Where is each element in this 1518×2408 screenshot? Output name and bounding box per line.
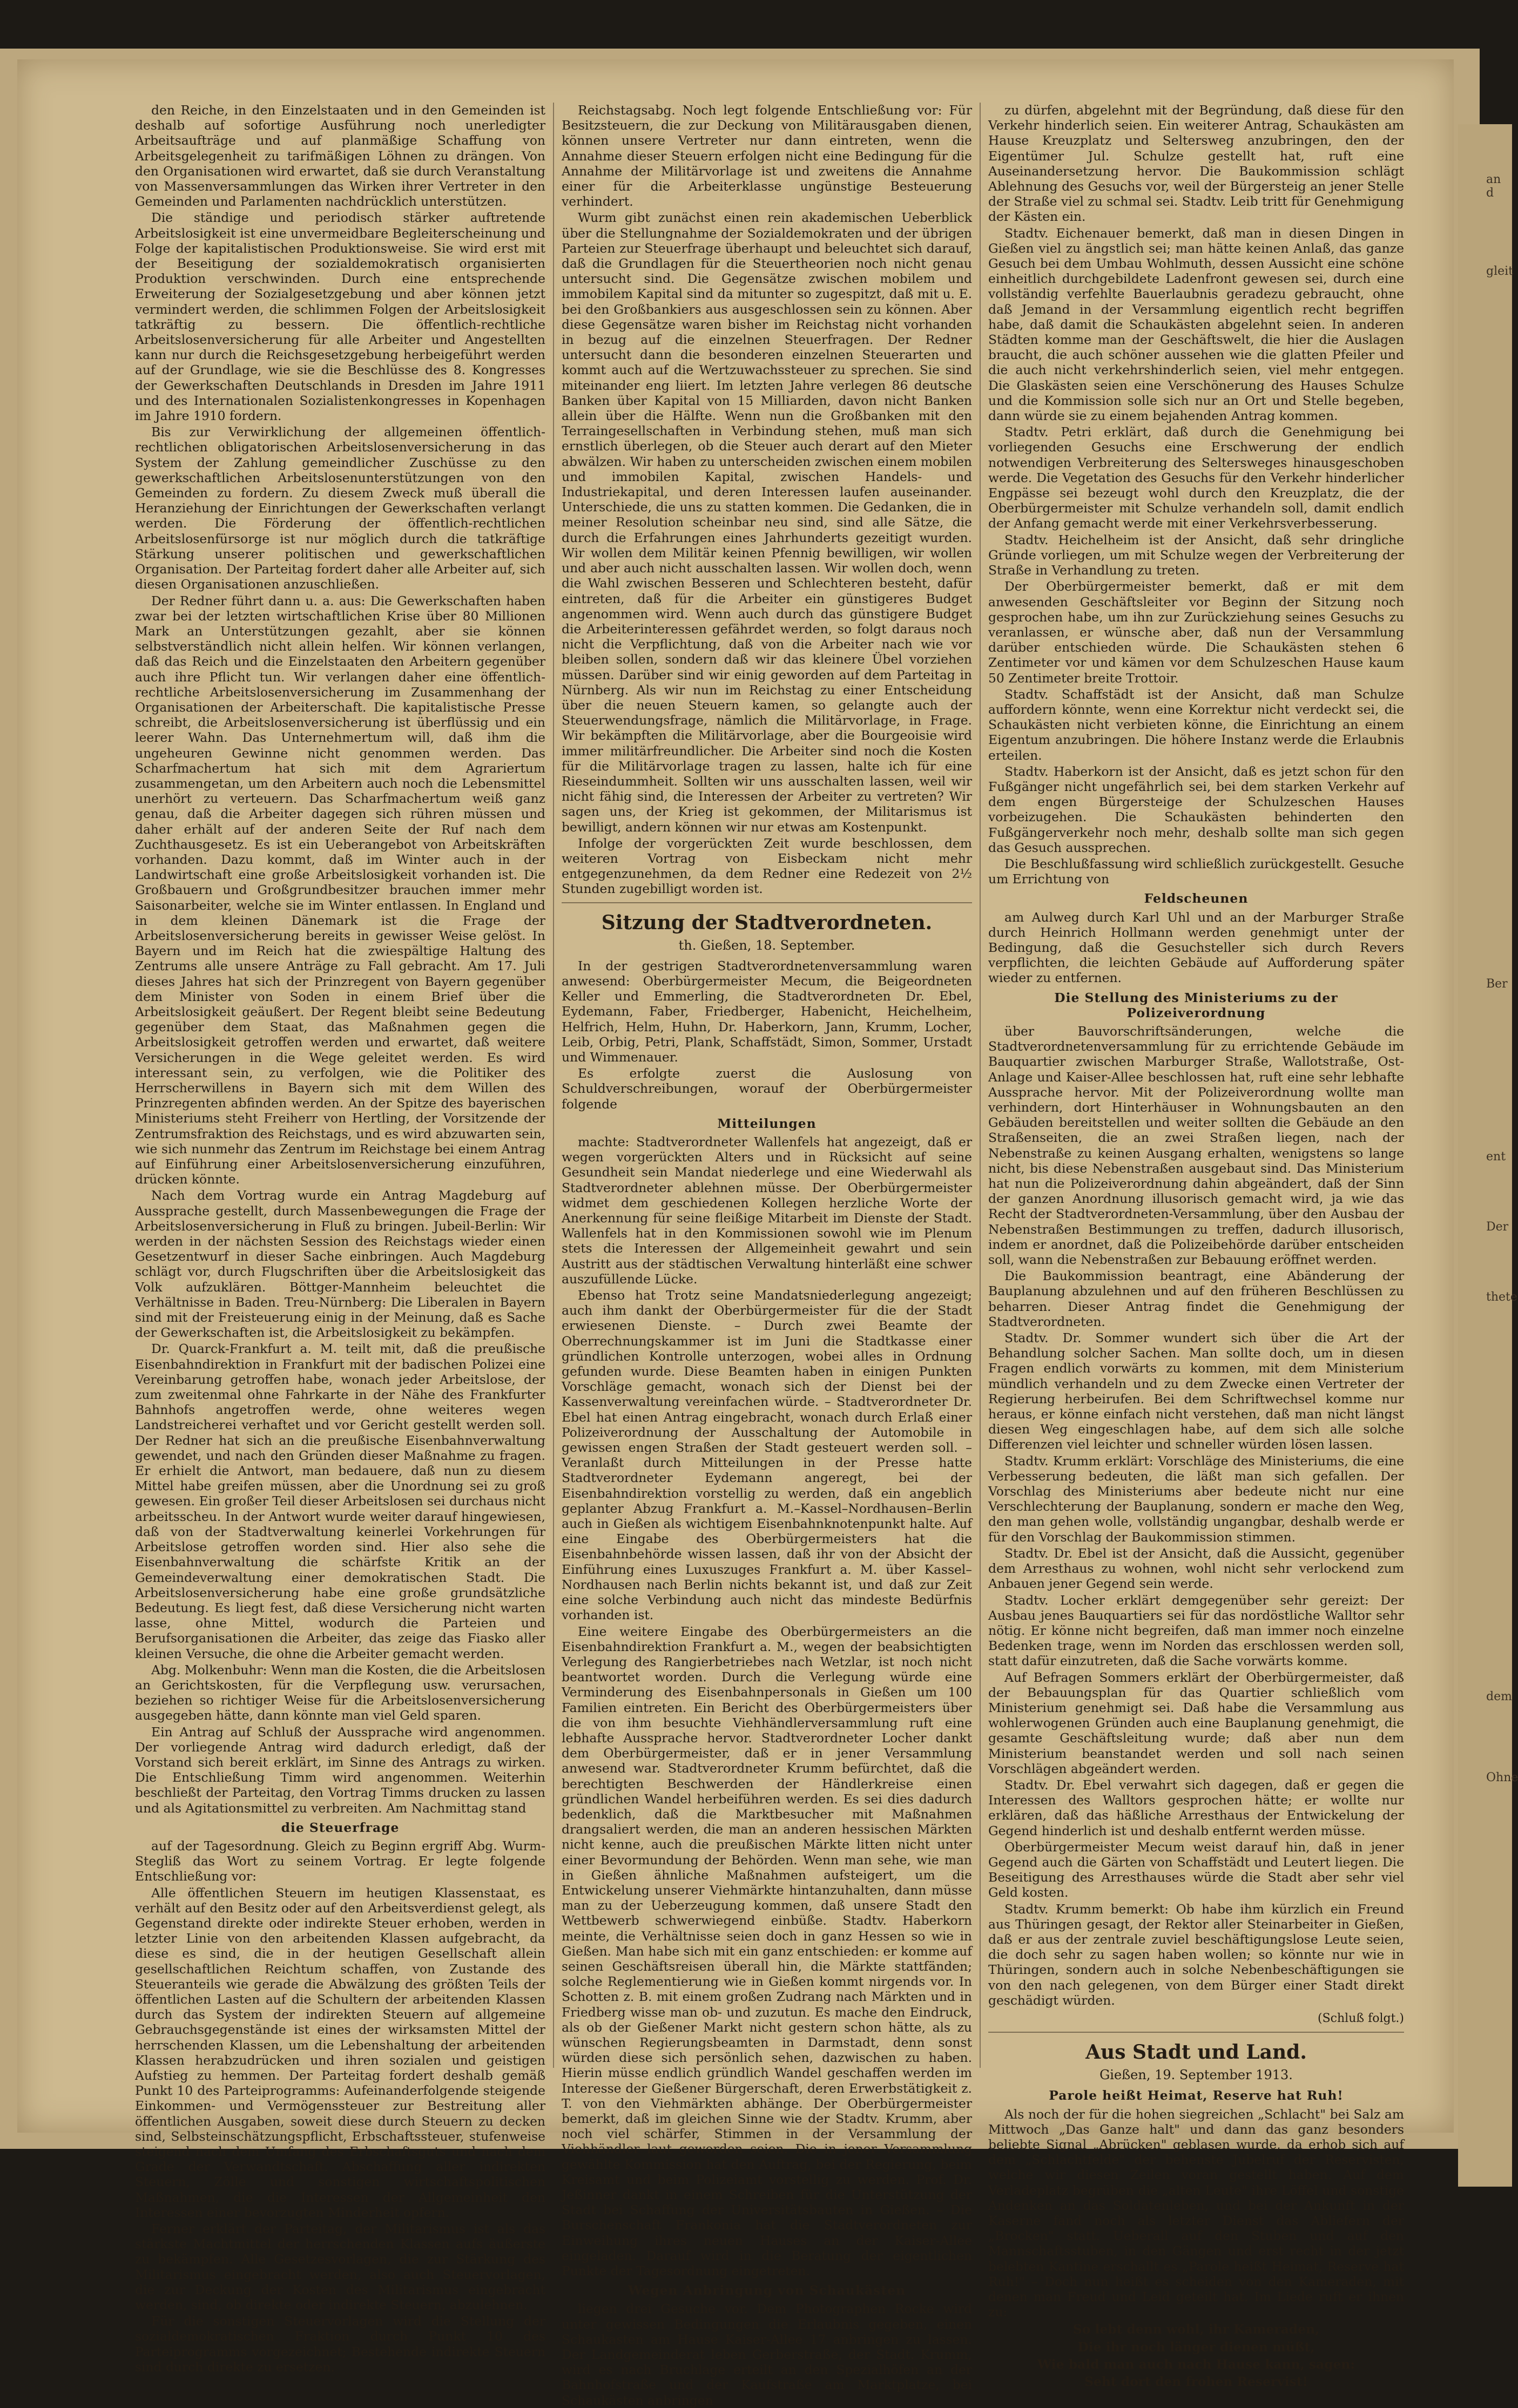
paragraph: Dr. Quarck-Frankfurt a. M. teilt mit, daß die preußische Eisenbahndirektion in Frankfurt mit der badischen Polizei eine Vereinbarung getroffen habe, wonach jeder Arbeitslose, der zum zweitenmal ohne Fahrkarte in der Nähe des Frankfurter Bahnhofs angetroffen werde, ohne weiteres wegen Landstreicherei verhaftet und vor Gericht gestellt werden soll. Der Redner hat sich an die preußische Eisenbahnverwaltung gewendet, und nach den Gründen dieser Maßnahme zu fragen. Er erhielt die Antwort, man bedauere, daß nun zu diesem Mittel habe greifen müssen, aber die Unordnung sei zu groß gewesen. Ein großer Teil dieser Arbeitslosen sei durchaus nicht arbeitsscheu. In der Antwort wurde weiter darauf hingewiesen, daß von der Stadtverwaltung keinerlei Vorkehrungen für Arbeitslose getroffen worden sind. Hier also sehe die Eisenbahnverwaltung die schärfste Kritik an der Gemeindeverwaltung einer demokratischen Stadt. Die Arbeitslosenversicherung habe eine große grundsätzliche Bedeutung. Es liegt fest, daß diese Versicherung nicht warten lasse, ohne Mittel, wodurch die Parteien und Berufsorganisationen die Arbeiter, das zeige das Fiasko aller kleinen Versuche, die ohne die Arbeiter gemacht werden. [135, 1341, 545, 1661]
paragraph: Infolge der vorgerückten Zeit wurde beschlossen, dem weiteren Vortrag von Eisbeckam nicht mehr entgegenzunehmen, da dem Redner eine Redezeit von 2½ Stunden zugebilligt worden ist. [562, 835, 972, 897]
continued-note: (Schluß folgt.) [1318, 2011, 1404, 2025]
paragraph: Stadtv. Schaffstädt ist der Ansicht, daß man Schulze auffordern könnte, wenn eine Korrektur nicht verdeckt sei, die Schaukästen nicht verbieten könne, die Einrichtung an einem Eigentum anzubringen. Die höhere Instanz werde die Erlaubnis erteilen. [988, 686, 1404, 763]
paragraph: Der Redner führt dann u. a. aus: Die Gewerkschaften haben zwar bei der letzten wirtschaftlichen Krise über 80 Millionen Mark an Unterstützungen gezahlt, aber sie können selbstverständlich nicht allein helfen. Wir können verlangen, daß das Reich und die Einzelstaaten den Arbeitern gegenüber auch ihre Pflicht tun. Wir verlangen daher eine öffentlich-rechtliche Arbeitslosenversicherung im Zusammenhang der Organisationen der Arbeiterschaft. Die kapitalistische Presse schreibt, die Arbeitslosenversicherung ist überflüssig und ein leerer Wahn. Das Unternehmertum will, daß ihm die ungeheuren Gewinne nicht genommen werden. Das Scharfmachertum hat sich mit dem Agrariertum zusammengetan, um den Arbeitern auch noch die Lebensmittel unerhört zu verteuern. Das Scharfmachertum weiß ganz genau, daß die Arbeiter dagegen sich rühren müssen und daher erhält auf der anderen Seite der Ruf nach dem Zuchthausgesetz. Es ist ein Ueberangebot von Arbeitskräften vorhanden. Dazu kommt, daß im Winter auch in der Landwirtschaft eine große Arbeitslosigkeit vorhanden ist. Die Großbauern und Großgrundbesitzer brauchen immer mehr Saisonarbeiter, welche sie im Winter entlassen. In England und in dem kleinen Dänemark ist die Frage der Arbeitslosenversicherung bereits in gewisser Weise gelöst. In Bayern und im Reich hat die zwiespältige Haltung des Zentrums alle unsere Anträge zu Fall gebracht. Am 17. Juli dieses Jahres hat sich der Prinzregent von Bayern gegenüber dem Minister von Soden in einem Brief über die Arbeitslosigkeit geäußert. Der Regent bleibt seine Bedeutung gegenüber dem Staat, das Maßnahmen gegen die Arbeitslosigkeit getroffen werden und erwartet, daß weitere Versicherungen in die Wege geleitet werden. Es wird interessant sein, zu verfolgen, wie die Politiker des Herrscherwillens in Bayern sich mit dem Willen des Prinzregenten abfinden werden. An der Spitze des bayerischen Ministeriums steht Freiherr von Hertling, der Vorsitzende der Zentrumsfraktion des Reichstags, und es wird abzuwarten sein, wie sich nunmehr das Zentrum im Reichstage bei einem Antrag auf Einführung einer Arbeitslosenversicherung einzuführen, drücken könnte. [135, 593, 545, 1187]
paragraph: Der Oberbürgermeister bemerkt, daß er mit dem anwesenden Geschäftsleiter vor Beginn der Sitzung noch gesprochen habe, um ihn zur Zurückziehung seines Gesuchs zu veranlassen, er wünsche aber, daß nun der Versammlung darüber entschieden würde. Die Schaukästen stehen 6 Zentimeter vor und kämen vor dem Schulzeschen Hause kaum 50 Zentimeter breite Trottoir. [988, 579, 1404, 686]
paragraph: auf der Tagesordnung. Gleich zu Beginn ergriff Abg. Wurm-Stegliß das Wort zu seinem Vortrag. Er legte folgende Entschließung vor: [135, 1838, 545, 1884]
paragraph: machte: Stadtverordneter Wallenfels hat angezeigt, daß er wegen vorgerückten Alters und in Rücksicht auf seine Gesundheit sein Mandat niederlege und eine Wiederwahl als Stadtverordneter ablehnen müsse. Der Oberbürgermeister widmet dem geschiedenen Kollegen herzliche Worte der Anerkennung für seine fleißige Mitarbeit im Dienste der Stadt. Wallenfels hat in den Kommissionen sowohl wie im Plenum stets die Interessen der Allgemeinheit gewahrt und sein Austritt aus der städtischen Verwaltung hinterläßt eine schwer auszufüllende Lücke. [562, 1134, 972, 1287]
strip-fragment: Ohne [1486, 1771, 1518, 1784]
paragraph: den Reiche, in den Einzelstaaten und in den Gemeinden ist deshalb auf sofortige Ausführung noch unerledigter Arbeitsaufträge und auf planmäßige Schaffung von Arbeitsgelegenheit zu tarifmäßigen Löhnen zu drängen. Von den Organisationen wird erwartet, daß sie durch Veranstaltung von Massenversammlungen das Wirken ihrer Vertreter in den Gemeinden und Parlamenten nachdrücklich unterstützen. [135, 103, 545, 209]
paragraph: Stadtv. Heichelheim ist der Ansicht, daß sehr dringliche Gründe vorliegen, um mit Schulze wegen der Verbreiterung der Straße in Verhandlung zu treten. [988, 532, 1404, 578]
paragraph: liegen drei Gesuche vor. Dem Photographen Rocke wird unter gewissen Bedingungen die Erlaubnis gegeben, einen Schaukasten am Hause Kaiser-Allee 17 anbringen zu lassen. Der Landgemeinderat leben Gerberstraße, der Stadt. Krumm, wird es nach Bruchlage erteilt an den Spezialhöfen an der Bahnhofstraße und der Kaufstraße am Marktplatze, bei Schaukästen anbringen [562, 2301, 972, 2408]
paragraph: am Aulweg durch Karl Uhl und an der Marburger Straße durch Heinrich Hollmann werden genehmigt unter der Bedingung, daß die Gesuchsteller sich durch Revers verpflichten, die leichten Gebäude auf Aufforderung später wieder zu entfernen. [988, 909, 1404, 986]
poem-line: Die ihr noch länger dienen müßt, [1077, 2339, 1315, 2355]
subheading-ministerium: Die Stellung des Ministeriums zu der Polizeiverordnung [1054, 990, 1338, 1020]
column-2 [562, 103, 972, 2408]
column-rule [553, 103, 554, 2068]
paragraph: Als noch der für die hohen siegreichen „Schlacht" bei Salz am Mittwoch „Das Ganze halt" und dann das ganz besonders beliebte Signal „Abrücken" geblasen wurde, da erhob sich auf dem „Schlachtfelde" der behenste Jubelruf der Reservisten, welche wir diesen Zeilen voran gestellt haben. Auf dem Verladeplatz begrüben die „alten Leute" ihre Löffel und sonstige Andenken an das Soldatenleben, und bei der Ankunft in der Kaserne fand noch als letzter Dienst das Abliefern der „Brocken" statt. Ueberall auf den Stuben und auf den Mannschaftsstuben, in den Gängen und erst recht in der jetzt belebten Kantine erschallt es „Parole heißt Heimat, Reserve hat Ruh!" – Doch nun heißt es scheiden von den Kameraden, mit denen man Freud und Leid geteilt hat. Im Liede ruft er ihnen zu: [988, 2106, 1404, 2320]
column-1-body [135, 103, 545, 1816]
strip-fragment: Der [1486, 1220, 1509, 1234]
paragraph: Ebenso hat Trotz seine Mandatsniederlegung angezeigt; auch ihm dankt der Oberbürgermeister für die der Stadt erwiesenen Dienste. – Durch zwei Beamte der Oberrechnungskammer ist im Juni die Stadtkasse einer gründlichen Kontrolle unterzogen, wobei alles in Ordnung gefunden wurde. Diese Beamten haben in einigen Punkten Vorschläge gemacht, wonach sich der Dienst bei der Kassenverwaltung vereinfachen würde. – Stadtverordneter Dr. Ebel hat einen Antrag eingebracht, wonach durch Erlaß einer Polizeiverordnung der Ausschaltung der Automobile in gewissen engen Straßen der Stadt gesteuert werden soll. – Veranlaßt durch Mitteilungen in der Presse hatte Stadtverordneter Eydemann angeregt, bei der Eisenbahndirektion vorstellig zu werden, daß ein angeblich geplanter Abzug Frankfurt a. M.–Kassel–Nordhausen–Berlin auch in Gießen als wichtigem Eisenbahnknotenpunkt halte. Auf eine Eingabe des Oberbürgermeisters hat die Eisenbahnbehörde wissen lassen, daß ihr von der Absicht der Einführung eines Luxuszuges Frankfurt a. M. über Kassel–Nordhausen nach Berlin nichts bekannt ist, und daß zur Zeit eine solche Verbindung auch nicht das mindeste Bedürfnis vorhanden ist. [562, 1288, 972, 1623]
strip-fragment: dem [1486, 1690, 1512, 1703]
paragraph: Auf Befragen Sommers erklärt der Oberbürgermeister, daß der Bebauungsplan für das Quartier schließlich vom Ministerium genehmigt sei. Daß habe die Versammlung aus wohlerwogenen Gründen auch eine Bauplanung genehmigt, die gesamte Geschäftsleitung wurde; daß aber nun dem Ministerium beanstandet werden und soll nach seinen Vorschlägen abgeändert werden. [988, 1669, 1404, 1776]
paragraph: Stadtv. Haberkorn ist der Ansicht, daß es jetzt schon für den Fußgänger nicht ungefährlich sei, bei dem starken Verkehr auf dem engen Bürgersteige der Schulzeschen Hauses vorbeizugehen. Die Schaukästen behinderten den Fußgängerverkehr noch mehr, deshalb sollte man sich gegen das Gesuch aussprechen. [988, 763, 1404, 855]
paragraph: Stadtv. Krumm erklärt: Vorschläge des Ministeriums, die eine Verbesserung bedeuten, die läßt man sich gefallen. Der Vorschlag des Ministeriums aber bedeute nicht nur eine Verschlechterung der Bauplanung, sondern er mache den Weg, den man gehen wolle, vollständig ungangbar, deshalb werde er für den Vorschlag der Baukommission stimmen. [988, 1453, 1404, 1545]
subheading-feldscheunen: Feldscheunen [1144, 891, 1249, 907]
section-rule [988, 2032, 1404, 2033]
paragraph: Wurm gibt zunächst einen rein akademischen Ueberblick über die Stellungnahme der Sozialdemokraten und der übrigen Parteien zur Steuerfrage überhaupt und beleuchtet sich darauf, daß die Grundlagen für die Steuertheorien noch nicht genau untersucht sind. Die Gegensätze zwischen mobilem und immobilem Kapital sind da mitunter so zugespitzt, daß mit u. E. bei den Großbankiers aus ausgeschlossen sein zu können. Aber diese Gegensätze waren bisher im Reichstag nicht vorhanden in bezug auf die einzelnen Steuerfragen. Der Redner untersucht dann die besonderen einzelnen Steuerarten und kommt auch auf die Wertzuwachssteuer zu sprechen. Sie sind miteinander eng liiert. Im letzten Jahre verlegen 86 deutsche Banken über Kapital von 15 Milliarden, davon nicht Banken allein über die Hälfte. Wenn nun die Großbanken mit den Terraingesellschaften in Verbindung stehen, muß man sich ernstlich überlegen, ob die Steuer auch derart auf den Mieter abwälzen. Wir haben zu unterscheiden zwischen einem mobilen und immobilen Kapital, zwischen Handels- und Industriekapital, und deren Interessen laufen auseinander. Unterschiede, die uns zu statten kommen. Die Gedanken, die in meiner Resolution scheinbar neu sind, sind alle Sätze, die durch die Erfahrungen eines Jahrhunderts gezeitigt wurden. Wir wollen dem Militär keinen Pfennig bewilligen, wir wollen und aber auch nicht ausschalten lassen. Wir wollen doch, wenn die Wahl zwischen Besseren und Schlechteren besteht, dafür eintreten, daß für die Arbeiter ein günstigeres Budget angenommen wird. Wenn auch durch das günstigere Budget die Arbeiterinteressen gefährdet werden, so folgt daraus noch nicht die Verpflichtung, daß von die Arbeiter nach wie vor bleiben sollen, sondern daß wir das kleinere Übel vorziehen müssen. Darüber sind wir einig geworden auf dem Parteitag in Nürnberg. Als wir nun im Reichstag zu einer Entscheidung über die neuen Steuern kamen, so gelangte auch der Steuerwendungsfrage, nämlich die Militärvorlage, in Frage. Wir bekämpften die Militärvorlage, aber die Bourgeoisie wird immer militärfreundlicher. Die Arbeiter sind noch die Kosten für die Militärvorlage tragen zu lassen, halte ich für eine Rieseindummheit. Sollten wir uns ausschalten lassen, weil wir nicht fähig sind, die Interessen der Arbeiter zu vertreten? Wir sagen uns, der Krieg ist gekommen, der Militarismus ist bewilligt, andern können wir nur etwas am Kostenpunkt. [562, 210, 972, 835]
paragraph: Nach dem Vortrag wurde ein Antrag Magdeburg auf Aussprache gestellt, durch Massenbewegungen die Frage der Arbeitslosenversicherung in Fluß zu bringen. Jubeil-Berlin: Wir werden in der nächsten Session des Reichstags wieder einen Gesetzentwurf in dieser Sache einbringen. Auch Magdeburg schlägt vor, durch Flugschriften über die Arbeitslosigkeit das Volk aufzuklären. Böttger-Mannheim beleuchtet die Verhältnisse in Baden. Treu-Nürnberg: Die Liberalen in Bayern sind mit der Freisteuerung einig in der Meinung, daß es Sache der Gewerkschaften ist, die Arbeitslosigkeit zu bekämpfen. [135, 1188, 545, 1341]
paragraph: über Bauvorschriftsänderungen, welche die Stadtverordnetenversammlung für zu errichtende Gebäude im Bauquartier zwischen Marburger Straße, Wallotstraße, Ost-Anlage und Kaiser-Allee beschlossen hat, ruft eine sehr lebhafte Aussprache hervor. Mit der Polizeiverordnung wollte man verhindern, dort Hinterhäuser in Wohnungsbauten an den Gebäuden bereitstellen und weiter sollten die Gebäude an den Straßenseiten, die an zwei Straßen liegen, nach der Nebenstraße zu keinen Ausgang erhalten, wenigstens so lange nicht, bis diese Nebenstraßen ausgebaut sind. Das Ministerium hat nun die Polizeiverordnung dahin abgeändert, daß der Sinn der ganzen Anordnung illusorisch gemacht wird, ja wie das Recht der Stadtverordneten-Versammlung, über den Ausbau der Nebenstraßen Bestimmungen zu treffen, dadurch illusorisch, indem er anordnet, daß die Polizeibehörde darüber entscheiden soll, wann die Nebenstraßen zur Bebauung eröffnet werden. [988, 1023, 1404, 1268]
subheading-schaukaesten: Wegen Anbringung von Schaukästen [628, 2283, 906, 2298]
paragraph: Alle öffentlichen Steuern im heutigen Klassenstaat, es verhält auf den Besitz oder auf den Arbeitsverdienst gelegt, als Gegenstand direkte oder indirekte Steuer erhoben, werden in letzter Linie von den arbeitenden Klassen aufgebracht, da diese es sind, die in der heutigen Gesellschaft allein gesellschaftlichen Reichtum schaffen, von Zustande des Steueranteils wie gerade die Abwälzung des größten Teils der öffentlichen Lasten auf die Schultern der arbeitenden Klassen durch das System der indirekten Steuern auf allgemeine Gebrauchsgegenstände ist eines der wirksamsten Mittel der herrschenden Klassen, um die Lebenshaltung der arbeitenden Klassen herabzudrücken und ihren sozialen und geistigen Aufstieg zu hemmen. Der Parteitag fordert deshalb gemäß Punkt 10 des Parteiprogramms: Aufeinanderfolgende steigende Einkommen- und Vermögenssteuer zur Bestreitung aller öffentlichen Ausgaben, soweit diese durch Steuern zu decken sind, Selbsteinschätzungspflicht, Erbschaftssteuer, stufenweise steigend nach dem Umfang des Erbschaftsguts und nach dem Grade der Verwandtschaft. Abschaffung aller indirekten Steuern, Zölle und sonstigen wirtschaftspolitischen Maßnahmen, die die Interessen der Allgemeinheit den Interessen einer bevorzugten Minderheit opfern. [135, 1885, 545, 2220]
paragraph: Reichstagsabg. Noch legt folgende Entschließung vor: Für Besitzsteuern, die zur Deckung von Militärausgaben dienen, können unsere Vertreter nur dann eintreten, wenn die Annahme dieser Steuern erfolgen nicht eine Bedingung für die Annahme der Militärvorlage ist und zweitens die Annahme einer für die Arbeiterklasse ungünstige Besteuerung verhindert. [562, 103, 972, 209]
poem-line: So lebt denn wohl, ihr Kameraden, [1072, 2322, 1320, 2337]
paragraph: Stadtv. Eichenauer bemerkt, daß man in diesen Dingen in Gießen viel zu ängstlich sei; man hätte keinen Anlaß, das ganze Gesuch bei dem Umbau Wohlmuth, dessen Aussicht eine schöne einheitlich durchgebildete Ladenfront gewesen sei, durch eine vollständig verfehlte Bauerlaubnis geradezu gebraucht, ohne daß Jemand in der Versammlung eigentlich recht begriffen habe, daß damit die Schaukästen abgelehnt seien. In anderen Städten komme man der Geschäftswelt, die hier die Auslagen braucht, die auch schöner aussehen wie die glatten Pfeiler und die auch nicht verkehrshinderlich seien, viel mehr entgegen. Die Glaskästen seien eine Verschönerung des Hauses Schulze und die Kommission solle sich nur an Ort und Stelle begeben, dann würde sie zu einem bejahenden Antrag kommen. [988, 225, 1404, 424]
paragraph: Es erfolgte zuerst die Auslosung von Schuldverschreibungen, worauf der Oberbürgermeister folgende [562, 1066, 972, 1112]
subheading-mitteilungen: Mitteilungen [717, 1115, 817, 1131]
paragraph: In der gestrigen Stadtverordnetenversammlung waren anwesend: Oberbürgermeister Mecum, die Beigeordneten Keller und Emmerling, die Stadtverordneten Dr. Ebel, Eydemann, Faber, Friedberger, Habenicht, Heichelheim, Helfrich, Helm, Huhn, Dr. Haberkorn, Jann, Krumm, Locher, Leib, Orbig, Petri, Plank, Schaffstädt, Simon, Sommer, Urstadt und Wimmenauer. [562, 958, 972, 1065]
paragraph: Stadtv. Krumm bemerkt: Ob habe ihm kürzlich ein Freund aus Thüringen gesagt, der Rektor aller Steinarbeiter in Gießen, daß er aus der zentrale zuviel beschäftigungslose Leute seien, die doch sehr zu sagen haben wollen; so könnte nur wie in Thüringen, sondern auch in solche Nebenbeschäftigungen sie von den nach gelegenen, von dem Bürger einer Stadt direkt geschädigt würden. [988, 1901, 1404, 2008]
local-news-heading: Aus Stadt und Land. [1085, 2041, 1307, 2064]
paragraph: Stadtv. Dr. Sommer wundert sich über die Art der Behandlung solcher Sachen. Man sollte doch, um in diesen Fragen endlich vorwärts zu kommen, mit dem Ministerium mündlich verhandeln und zu dem Zwecke einen Vertreter der Regierung herbeirufen. Bei dem Schriftwechsel komme nur heraus, er könne einfach nicht verstehen, daß man nicht längst diesen Weg eingeschlagen habe, auf dem sich alle solche Differenzen viel leichter und schneller würden lösen lassen. [988, 1330, 1404, 1452]
poem-line: Seht dort den frohen Reservist! [1084, 2374, 1308, 2390]
paragraph: Bis zur Verwirklichung der allgemeinen öffentlich-rechtlichen obligatorischen Arbeitslosenversicherung in das System der Zahlung gemeindlicher Zuschüsse zu den gewerkschaftlichen Arbeitslosenunterstützungen von den Gemeinden zu fordern. Zu diesem Zweck muß überall die Heranziehung der Einrichtungen der Gewerkschaften verlangt werden. Die Förderung der öffentlich-rechtlichen Arbeitslosenfürsorge ist nur möglich durch die tatkräftige Stärkung unserer politischen und gewerkschaftlichen Organisation. Der Parteitag fordert daher alle Arbeiter auf, sich diesen Organisationen anzuschließen. [135, 424, 545, 592]
column-1-body-cont [135, 1838, 545, 2375]
adjacent-page-strip [1458, 124, 1518, 2187]
paragraph: Oberbürgermeister Mecum weist darauf hin, daß in jener Gegend auch die Gärten von Schaffstädt und Leutert liegen. Die Beseitigung des Arresthauses würde die Stadt aber sehr viel Geld kosten. [988, 1839, 1404, 1900]
paragraph: Stadtv. Dr. Ebel ist der Ansicht, daß die Aussicht, gegenüber dem Arresthaus zu wohnen, wohl nicht sehr verlockend zum Anbauen jener Gegend sein werde. [988, 1545, 1404, 1592]
paragraph: Ferner erklärt der Parteitag, der Militarismus ist als das stärkste Machtmittel der herrschenden Klassen aufs äußerste zu bekämpfen. Alle Gesetzesvorlagen, die zur Stärkung des Militarismus eingebracht werden, also auch Steuervorlagen, die zur Deckung der Kosten des Militarismus eingebracht werden, sind, ob direkte oder indirekte Steuern, abzulehnen. [135, 2221, 545, 2313]
section-dateline: th. Gießen, 18. September. [678, 937, 855, 953]
section-rule [562, 902, 972, 903]
paragraph: Eine weitere Eingabe des Oberbürgermeisters an die Eisenbahndirektion Frankfurt a. M., wegen der beabsichtigten Verlegung des Rangierbetriebes nach Wetzlar, ist noch nicht beantwortet worden. Durch die Verlegung würde eine Verminderung des Eisenbahnpersonals in Gießen um 100 Familien eintreten. Ein Bericht des Oberbürgermeisters über die von ihm besuchte Viehhändlerversammlung ruft eine lebhafte Aussprache hervor. Stadtverordneter Locher dankt dem Oberbürgermeister, daß er in jener Versammlung anwesend war. Stadtverordneter Krumm befürchtet, daß die berechtigten Beschwerden der Händlerkreise einen gründlichen Wandel herbeiführen werden. Es sei dies dadurch bedenklich, daß die Marktbesucher mit Maßnahmen drangsaliert werden, die man an anderen hessischen Märkten nicht kenne, auch die preußischen Märkte litten nicht unter einer Bevormundung der Behörden. Wenn man sehe, wie man in Gießen ähnliche Maßnahmen aufsteigert, um die Entwickelung unserer Viehmärkte hintanzuhalten, dann müsse man zu der Ueberzeugung kommen, daß unsere Stadt den Wettbewerb schwerwiegend einbüße. Stadtv. Haberkorn meinte, die Verhältnisse seien doch in ganz Hessen so wie in Gießen. Man habe sich mit ein ganz entschieden: er komme auf seinen Geschäftsreisen überall hin, die Märkte stattfänden; solche Reglementierung wie in Gießen kommt nirgends vor. In Schotten z. B. mit einem großen Zudrang nach Märkten und in Friedberg wisse man ob- und zuzutun. Es mache den Eindruck, als ob der Gießener Markt nicht gestern schon hätte, als zu wünschen Regierungsbeamten in Darmstadt, denn sonst würden diese sich persönlich sehen, dazwischen zu haben. Hierin müsse endlich gründlich Wandel geschaffen werden im Interesse der Gießener Bürgerschaft, deren Erwerbstätigkeit z. T. von den Viehmärkten abhänge. Der Oberbürgermeister bemerkt, daß im gleichen Sinne wie der Stadtv. Krumm, aber noch viel schärfer, Stimmen in der Versammlung der Viehhändler laut geworden seien. Die in jener Versammlung gewählte Kommission hat den Auftrag, bei der Regierung, beim Kreisamt und beim Polizeiamt vorstellig zu werden. Prof. Dr. Jeßinner dankt in einem Schreiben für die Unterstützung der Stadt bei Schaffung der Universitätsbauten in Gießen. – Die Burschenschaft Frankonia hat die Stadtverordneten zur Einweihung ihres neuen Hauses an der Kaiser-Allee eingeladen. Darauf wird in die Beratung der eigentlichen Punkte der Tagesordnung eingetreten. [562, 1624, 972, 2279]
strip-fragment: ent [1486, 1150, 1506, 1164]
column-3 [988, 103, 1404, 2390]
strip-fragment: Ber [1486, 977, 1508, 991]
paragraph: Ein Antrag auf Schluß der Aussprache wird angenommen. Der vorliegende Antrag wird dadurch erledigt, daß der Vorstand sich bereit erklärt, im Sinne des Antrags zu wirken. Die Entschließung Timm wird angenommen. Weiterhin beschließt der Parteitag, den Vortrag Timms drucken zu lassen und als Agitationsmittel zu verbreiten. Am Nachmittag stand [135, 1724, 545, 1816]
paragraph: Abg. Molkenbuhr: Wenn man die Kosten, die die Arbeitslosen an Gerichtskosten, für die Verpflegung usw. verursachen, beziehen so richtiger Weise für die Arbeitslosenversicherung ausgegeben hätte, dann könnte man viel Geld sparen. [135, 1662, 545, 1723]
local-news-title: Parole heißt Heimat, Reserve hat Ruh! [1049, 2088, 1344, 2103]
column-rule [980, 103, 981, 2068]
strip-fragment: gleit [1486, 265, 1514, 278]
paragraph: zu dürfen, abgelehnt mit der Begründung, daß diese für den Verkehr hinderlich seien. Ein weiterer Antrag, Schaukästen am Hause Kreuzplatz und Seltersweg anzubringen, den der Eigentümer Jul. Schulze gestellt hat, ruft eine Auseinandersetzung hervor. Die Baukommission schlägt Ablehnung des Gesuchs vor, weil der Bürgersteig an jener Stelle der Straße viel zu schmal sei. Stadtv. Leib tritt für Genehmigung der Kästen ein. [988, 103, 1404, 225]
local-news-dateline: Gießen, 19. September 1913. [1099, 2067, 1293, 2083]
paragraph: Stadtv. Dr. Ebel verwahrt sich dagegen, daß er gegen die Interessen des Walltors gesprochen hätte; er wollte nur erklären, daß das häßliche Arresthaus der Entwickelung der Gegend hinderlich ist und deshalb entfernt werden müsse. [988, 1777, 1404, 1838]
paragraph: Die ständige und periodisch stärker auftretende Arbeitslosigkeit ist eine unvermeidbare Begleiterscheinung und Folge der kapitalistischen Produktionsweise. Sie wird erst mit der Beseitigung der sozialdemokratisch organisierten Produktion verschwinden. Durch eine entsprechende Erweiterung der Sozialgesetzgebung und aber können jetzt vermindert werden, die schlimmen Folgen der Arbeitslosigkeit tatkräftig zu bessern. Die öffentlich-rechtliche Arbeitslosenversicherung für alle Arbeiter und Angestellten kann nur durch die Reichsgesetzgebung herbeigeführt werden auf der Grundlage, wie sie die Beschlüsse des 8. Kongresses der Gewerkschaften Deutschlands in Dresden im Jahre 1911 und des Internationalen Sozialistenkongresses in Kopenhagen im Jahre 1910 fordern. [135, 210, 545, 424]
paragraph: Stadtv. Locher erklärt demgegenüber sehr gereizt: Der Ausbau jenes Bauquartiers sei für das nordöstliche Walltor sehr nötig. Er könne nicht begreifen, daß man immer noch einzelne Bedenken trage, wenn im Norden das erschlossen werden soll, statt dafür einzutreten, daß die Sache vorwärts komme. [988, 1592, 1404, 1669]
poem-line: Wie bald man auch nach Hause kann, sagen: [1037, 2356, 1355, 2372]
paragraph: Die Beschlußfassung wird schließlich zurückgestellt. Gesuche um Errichtung von [988, 856, 1404, 887]
paragraph: Für die sonstigen Steuervorlagen wird die Stellung der sozialdemokratischen Fraktion durch Punkt 10 des Parteiprogramms vorgezeichnet; Bestehende indirekte Steuern sind durch direkte zu ersetzen. [135, 2314, 545, 2375]
column-1 [135, 103, 545, 2375]
strip-fragment: an d [1486, 173, 1501, 200]
strip-fragment: thete [1486, 1290, 1517, 1304]
paragraph: Die Baukommission beantragt, eine Abänderung der Bauplanung abzulehnen und auf den früheren Beschlüssen zu beharren. Dieser Antrag findet die Genehmigung der Stadtverordneten. [988, 1268, 1404, 1329]
subheading-steuerfrage: die Steuerfrage [281, 1819, 400, 1835]
paragraph: Stadtv. Petri erklärt, daß durch die Genehmigung bei vorliegenden Gesuchs eine Erschwerung der endlich notwendigen Verbreiterung des Seltersweges hinausgeschoben werde. Die Vegetation des Gesuchs für den Verkehr hinderlicher Engpässe sei bezeugt wohl durch den Kreuzplatz, die der Oberbürgermeister mit Schulze verhandeln soll, damit endlich der Anfang gemacht werde mit einer Verkehrsverbesserung. [988, 424, 1404, 531]
section-title: Sitzung der Stadtverordneten. [601, 911, 933, 934]
